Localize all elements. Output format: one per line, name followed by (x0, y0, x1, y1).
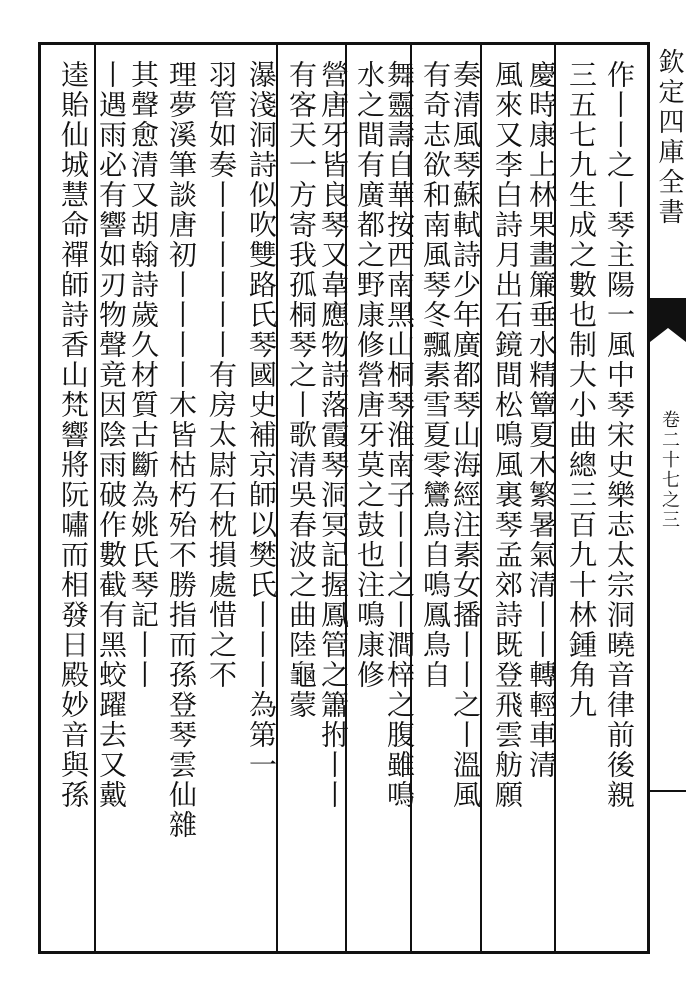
text-column-7: 舞靈壽自華按西南黑山桐琴淮南子丨丨之丨澗梓之腹雖鳴 (383, 60, 416, 810)
text-column-13: 理夢溪筆談唐初丨丨丨丨木皆枯朽殆不勝指而孫登琴雲仙雜 (165, 60, 198, 840)
block-edge-title: 欽定四庫全書 (654, 48, 684, 228)
volume-marker: 卷二十七之三 (659, 410, 680, 530)
fishtail-notch (650, 328, 686, 342)
text-column-14: 其聲愈清又胡翰詩歲久材質古斷為姚氏琴記丨丨 (127, 60, 160, 690)
text-column-12: 羽管如奏丨丨丨丨丨丨有房太尉石枕損處惜之不 (205, 60, 238, 690)
text-column-2: 三五七九生成之數也制大小曲總三百九十林鍾角九 (565, 60, 598, 720)
edge-tick (650, 790, 686, 792)
text-column-1: 作丨丨之丨琴主陽一風中琴宋史樂志太宗洞曉音律前後親 (603, 60, 636, 810)
text-column-10: 有客天一方寄我孤桐琴之丨歌清吳春波之曲陸龜蒙 (285, 60, 318, 720)
text-column-5: 奏清風琴蘇軾詩少年廣都琴山海經注素女播丨丨之丨溫風 (449, 60, 482, 810)
fishtail-mark (650, 298, 686, 328)
text-column-15: 丨遇雨必有響如刃物聲竟因陰雨破作數截有黑蛟躍去又戴 (95, 60, 128, 810)
text-column-3: 慶時康上林果畫簾垂水精簟夏木繁暑氣清丨丨轉輕車清 (525, 60, 558, 780)
text-column-8: 水之間有廣都之野康修營唐牙莫之鼓也注鳴康修 (353, 60, 386, 690)
text-column-9: 營唐牙皆良琴又韋應物詩落霞琴洞冥記握鳳管之簫拊丨丨 (317, 60, 350, 810)
text-column-16: 逵貽仙城慧命禪師詩香山梵響將阮嘯而相發日殿妙音與孫 (57, 60, 90, 810)
text-column-6: 有奇志欲和南風琴冬飄素雪夏零鸞鳥自鳴鳳鳥自 (419, 60, 452, 690)
text-column-4: 風來又李白詩月出石鏡間松鳴風裏琴孟郊詩既登飛雲舫願 (491, 60, 524, 810)
text-column-11: 瀑淺洞詩似吹雙路氏琴國史補京師以樊氏丨丨丨為第一 (245, 60, 278, 780)
